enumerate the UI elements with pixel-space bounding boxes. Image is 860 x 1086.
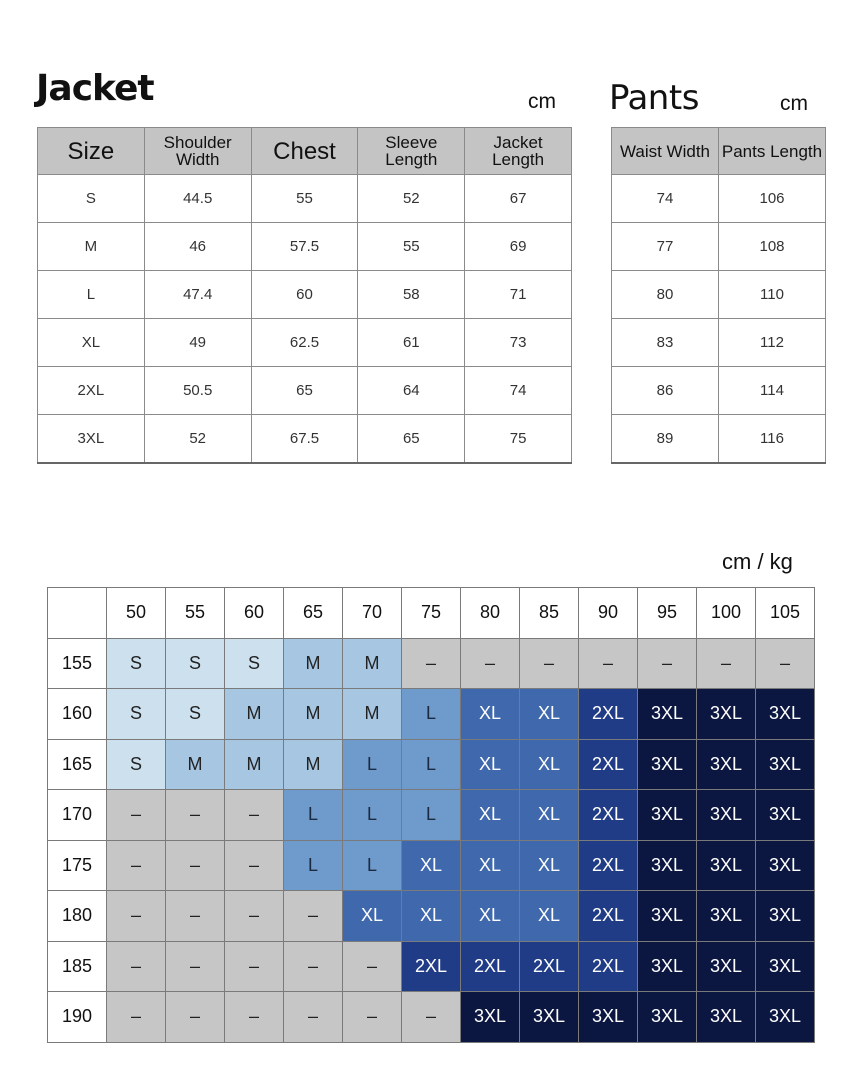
jacket-cell: 71 [465,271,572,319]
pants-header-length: Pants Length [719,128,826,175]
height-row [48,891,815,942]
jacket-cell: S [38,175,145,223]
jacket-cell: 67 [465,175,572,223]
jacket-unit-label: cm [528,90,556,113]
height-row [48,739,815,790]
jacket-cell: 47.4 [144,271,251,319]
pants-cell: 116 [719,415,826,464]
jacket-cell: 55 [358,223,465,271]
size-cell: – [638,638,697,689]
jacket-header-shoulder: Shoulder Width [144,128,251,175]
pants-cell: 83 [612,319,719,367]
height-header: 170 [48,790,107,841]
jacket-cell: M [38,223,145,271]
size-cell: – [225,992,284,1043]
jacket-cell: 57.5 [251,223,358,271]
jacket-cell: 73 [465,319,572,367]
jacket-cell: 65 [358,415,465,464]
pants-cell: 106 [719,175,826,223]
jacket-cell: 62.5 [251,319,358,367]
jacket-cell: XL [38,319,145,367]
height-header: 190 [48,992,107,1043]
pants-cell: 112 [719,319,826,367]
size-cell: – [225,790,284,841]
weight-header: 95 [638,588,697,639]
height-header: 160 [48,689,107,740]
size-cell: 2XL [402,941,461,992]
size-cell: 2XL [579,941,638,992]
size-cell: L [402,790,461,841]
weight-header: 100 [697,588,756,639]
size-cell: – [284,941,343,992]
size-cell: 3XL [697,840,756,891]
size-cell: XL [520,790,579,841]
size-cell: 3XL [638,891,697,942]
jacket-header-size: Size [38,128,145,175]
size-cell: XL [461,790,520,841]
size-cell: 3XL [756,891,815,942]
size-cell: – [107,941,166,992]
pants-header-waist: Waist Width [612,128,719,175]
weight-header: 90 [579,588,638,639]
size-cell: L [402,739,461,790]
size-cell: 3XL [638,790,697,841]
size-cell: 2XL [461,941,520,992]
jacket-cell: 58 [358,271,465,319]
size-cell: M [343,638,402,689]
jacket-title: Jacket [36,68,154,109]
table-row [612,223,826,271]
size-cell: – [284,891,343,942]
size-cell: S [166,689,225,740]
size-cell: – [107,891,166,942]
size-cell: 3XL [756,689,815,740]
size-cell: 2XL [579,689,638,740]
size-cell: L [343,840,402,891]
pants-title: Pants [609,78,699,118]
size-cell: S [107,689,166,740]
size-cell: S [107,739,166,790]
table-row [612,271,826,319]
size-cell: XL [343,891,402,942]
weight-header-row [48,588,815,639]
table-row [612,175,826,223]
table-row [38,319,572,367]
size-cell: XL [520,689,579,740]
size-cell: XL [461,689,520,740]
weight-header: 50 [107,588,166,639]
size-cell: L [402,689,461,740]
size-cell: L [284,790,343,841]
height-row [48,941,815,992]
jacket-header-row [38,128,572,175]
size-cell: M [225,739,284,790]
size-cell: – [107,992,166,1043]
table-row [38,271,572,319]
table-row [612,367,826,415]
size-cell: XL [461,840,520,891]
height-header: 180 [48,891,107,942]
size-cell: – [166,992,225,1043]
jacket-cell: 67.5 [251,415,358,464]
size-cell: 3XL [697,739,756,790]
jacket-cell: 52 [358,175,465,223]
table-row [612,415,826,464]
weight-header: 70 [343,588,402,639]
jacket-cell: 46 [144,223,251,271]
size-cell: 2XL [520,941,579,992]
jacket-cell: 64 [358,367,465,415]
size-cell: – [166,891,225,942]
size-cell: – [166,840,225,891]
size-cell: – [343,992,402,1043]
size-cell: XL [520,891,579,942]
size-cell: 3XL [697,992,756,1043]
size-cell: – [579,638,638,689]
pants-cell: 89 [612,415,719,464]
size-cell: L [343,790,402,841]
table-row [38,367,572,415]
pants-size-table [611,127,826,464]
size-cell: 3XL [756,992,815,1043]
size-cell: S [225,638,284,689]
size-cell: – [697,638,756,689]
size-cell: M [284,638,343,689]
size-recommendation-grid [47,587,815,1043]
weight-header: 60 [225,588,284,639]
size-cell: 3XL [638,941,697,992]
pants-unit-label: cm [780,92,808,115]
size-cell: M [166,739,225,790]
size-cell: – [343,941,402,992]
size-cell: 3XL [520,992,579,1043]
size-cell: 3XL [697,941,756,992]
size-cell: L [343,739,402,790]
jacket-cell: 50.5 [144,367,251,415]
size-cell: XL [520,739,579,790]
jacket-header-sleeve: Sleeve Length [358,128,465,175]
size-cell: – [166,941,225,992]
size-cell: 3XL [638,739,697,790]
size-cell: – [284,992,343,1043]
weight-header: 105 [756,588,815,639]
table-row [38,223,572,271]
jacket-cell: 52 [144,415,251,464]
jacket-cell: 2XL [38,367,145,415]
size-cell: – [756,638,815,689]
size-cell: – [225,891,284,942]
size-cell: 3XL [638,840,697,891]
size-cell: 3XL [756,790,815,841]
height-row [48,840,815,891]
height-header: 155 [48,638,107,689]
size-cell: XL [461,739,520,790]
jacket-header-chest: Chest [251,128,358,175]
size-cell: 3XL [756,840,815,891]
size-cell: M [284,689,343,740]
pants-cell: 86 [612,367,719,415]
size-cell: 3XL [697,790,756,841]
size-cell: – [402,638,461,689]
size-cell: 2XL [579,739,638,790]
pants-cell: 110 [719,271,826,319]
size-cell: XL [402,840,461,891]
size-cell: XL [520,840,579,891]
height-row [48,992,815,1043]
pants-header-row [612,128,826,175]
size-cell: – [225,840,284,891]
size-cell: 2XL [579,840,638,891]
jacket-cell: 74 [465,367,572,415]
size-cell: 3XL [756,941,815,992]
height-row [48,689,815,740]
size-cell: 3XL [697,689,756,740]
size-cell: 3XL [638,992,697,1043]
jacket-cell: 49 [144,319,251,367]
height-header: 185 [48,941,107,992]
pants-cell: 108 [719,223,826,271]
size-cell: M [225,689,284,740]
size-cell: L [284,840,343,891]
height-header: 175 [48,840,107,891]
weight-header: 75 [402,588,461,639]
size-cell: S [166,638,225,689]
weight-header: 85 [520,588,579,639]
jacket-cell: 75 [465,415,572,464]
pants-cell: 114 [719,367,826,415]
jacket-header-length: Jacket Length [465,128,572,175]
jacket-cell: 60 [251,271,358,319]
weight-header: 65 [284,588,343,639]
size-cell: – [107,840,166,891]
size-cell: S [107,638,166,689]
table-row [38,175,572,223]
grid-corner-cell [48,588,107,639]
jacket-cell: 55 [251,175,358,223]
size-cell: 3XL [756,739,815,790]
size-cell: XL [402,891,461,942]
height-row [48,790,815,841]
weight-header: 55 [166,588,225,639]
jacket-cell: 44.5 [144,175,251,223]
jacket-cell: 61 [358,319,465,367]
weight-header: 80 [461,588,520,639]
size-cell: – [402,992,461,1043]
size-cell: 3XL [461,992,520,1043]
jacket-cell: 65 [251,367,358,415]
size-cell: – [107,790,166,841]
pants-cell: 80 [612,271,719,319]
size-cell: – [166,790,225,841]
height-row [48,638,815,689]
height-header: 165 [48,739,107,790]
jacket-cell: L [38,271,145,319]
table-row [612,319,826,367]
pants-cell: 74 [612,175,719,223]
size-cell: 3XL [579,992,638,1043]
size-cell: 2XL [579,790,638,841]
jacket-cell: 3XL [38,415,145,464]
size-cell: M [343,689,402,740]
jacket-cell: 69 [465,223,572,271]
recommendation-unit-label: cm / kg [722,549,793,574]
size-cell: 3XL [697,891,756,942]
size-cell: – [225,941,284,992]
jacket-size-table [37,127,572,464]
size-cell: 2XL [579,891,638,942]
size-cell: M [284,739,343,790]
table-row [38,415,572,464]
size-cell: – [461,638,520,689]
size-cell: XL [461,891,520,942]
size-cell: 3XL [638,689,697,740]
pants-cell: 77 [612,223,719,271]
size-cell: – [520,638,579,689]
